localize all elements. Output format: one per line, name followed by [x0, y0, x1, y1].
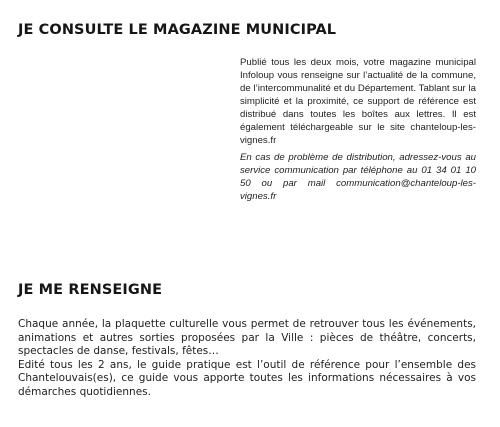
magazine-description — [240, 56, 476, 203]
distribution-contact-paragraph: En cas de problème de distribution, adressez-vous au service communication par téléphone au 01 34 01 10 50 ou par mail communication@chanteloup-les-vignes.fr — [240, 152, 476, 202]
magazine-section-heading: JE CONSULTE LE MAGAZINE MUNICIPAL — [18, 22, 337, 38]
practical-guide-paragraph: Edité tous les 2 ans, le guide pratique est l’outil de référence pour l’ensemble des Chantelouvais(es), ce guide vous apporte toutes les informations nécessaires à vos démarches quotidiennes. — [18, 358, 476, 398]
information-section-heading: JE ME RENSEIGNE — [18, 282, 163, 298]
magazine-intro-paragraph: Publié tous les deux mois, votre magazine municipal Infoloup vous renseigne sur l’actualité de la commune, de l’intercommunalité et du Département. Tablant sur la simplicité et la proximité, ce support de référence est distribué dans toutes les boîtes aux lettres. Il est également téléchargeable sur le site chanteloup-les-vignes.fr — [240, 57, 476, 146]
information-body — [18, 318, 476, 400]
cultural-brochure-paragraph: Chaque année, la plaquette culturelle vous permet de retrouver tous les événements, animations et autres sorties proposées par la Ville : pièces de théâtre, concerts, spectacles de danse, festivals, fêtes… — [18, 318, 476, 358]
